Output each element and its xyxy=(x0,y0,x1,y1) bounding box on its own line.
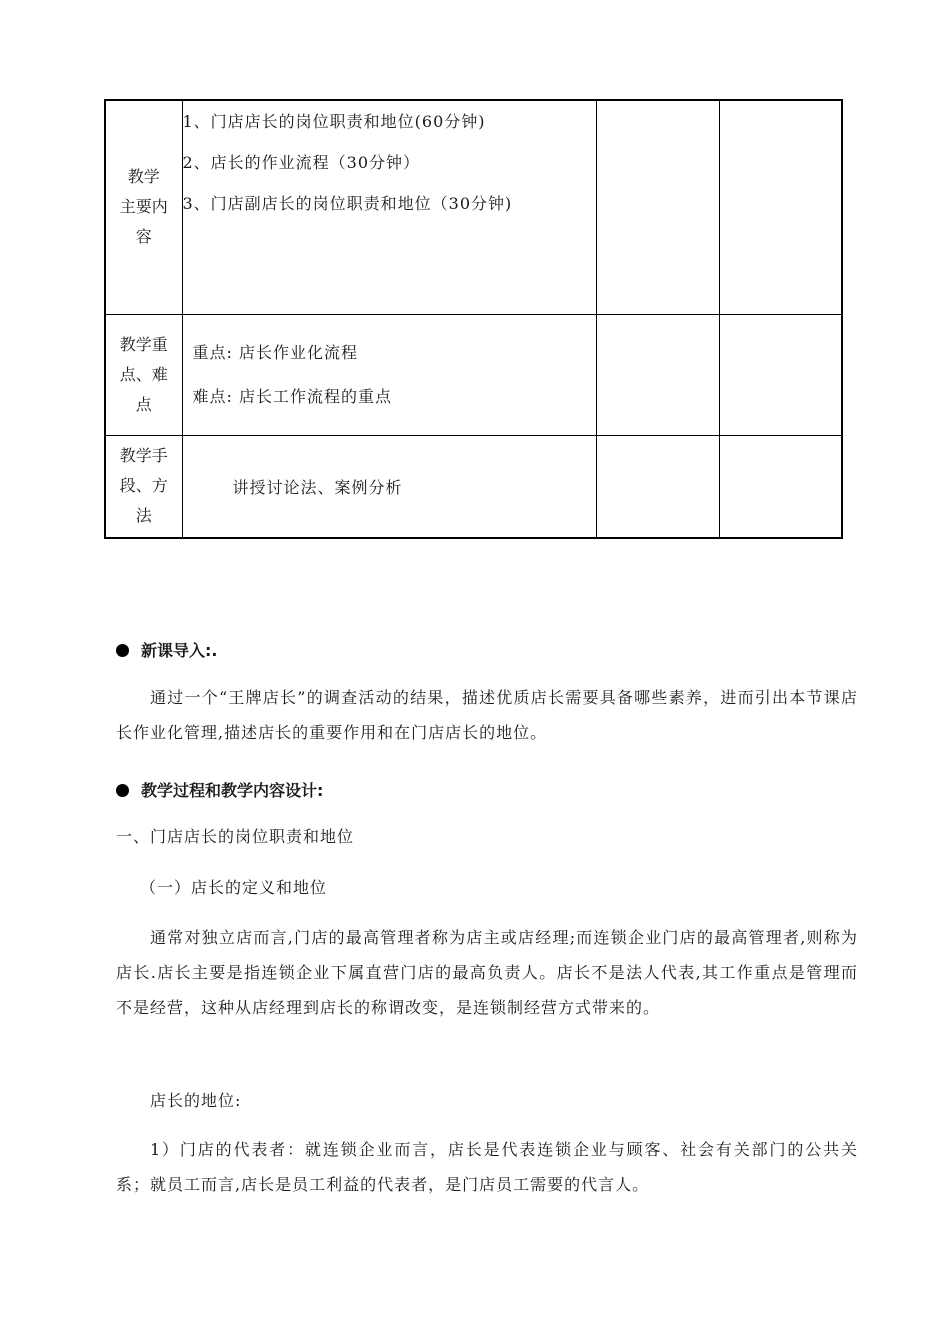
definition-paragraph: 通常对独立店而言,门店的最高管理者称为店主或店经理;而连锁企业门店的最高管理者,则称为店长.店长主要是指连锁企业下属直营门店的最高负责人。店长不是法人代表,其工作重点是管理而不是经营，这种从店经理到店长的称谓改变，是连锁制经营方式带来的。 xyxy=(116,928,858,1017)
row-label-key-points xyxy=(105,314,182,435)
point-paragraph: 1）门店的代表者：就连锁企业而言，店长是代表连锁企业与顾客、社会有关部门的公共关系；就员工而言,店长是员工利益的代表者，是门店员工需要的代言人。 xyxy=(116,1140,858,1194)
main-content-cell xyxy=(182,100,596,314)
row-label-main-content xyxy=(105,100,182,314)
empty-cell xyxy=(596,100,719,314)
empty-cell xyxy=(596,314,719,435)
heading-text: 教学过程和教学内容设计: xyxy=(141,781,324,800)
key-points-cell xyxy=(182,314,596,435)
label-line: 法 xyxy=(135,506,152,526)
table-row-main-content xyxy=(105,100,842,314)
label-line: 教学重 xyxy=(119,334,168,354)
content-item: 1、门店店长的岗位职责和地位(60分钟) xyxy=(182,112,486,131)
methods-cell xyxy=(182,435,596,538)
table-row-methods xyxy=(105,435,842,538)
difficult-point-item: 难点: 店长工作流程的重点 xyxy=(192,386,392,406)
key-point-item: 重点: 店长作业化流程 xyxy=(192,342,358,362)
content-item: 3、门店副店长的岗位职责和地位（30分钟) xyxy=(182,194,513,213)
row-label-methods xyxy=(105,435,182,538)
label-line: 教学手 xyxy=(119,446,168,466)
part-title: 一、门店店长的岗位职责和地位 xyxy=(116,827,355,846)
label-line: 点 xyxy=(135,394,152,414)
bullet-icon xyxy=(116,644,129,657)
label-line: 容 xyxy=(135,227,152,247)
content-item: 2、店长的作业流程（30分钟） xyxy=(182,153,421,172)
label-line: 段、方 xyxy=(119,476,168,496)
section-heading-intro xyxy=(116,638,217,661)
label-line: 主要内 xyxy=(119,197,168,217)
section-heading-process xyxy=(116,778,323,801)
intro-paragraph: 通过一个“王牌店长”的调查活动的结果，描述优质店长需要具备哪些素养，进而引出本节课店长作业化管理,描述店长的重要作用和在门店店长的地位。 xyxy=(116,688,858,742)
status-label: 店长的地位: xyxy=(150,1091,242,1110)
empty-cell xyxy=(719,314,842,435)
label-line: 点、难 xyxy=(119,364,168,384)
heading-text: 新课导入:. xyxy=(141,641,218,660)
label-line: 教学 xyxy=(127,167,160,187)
empty-cell xyxy=(719,100,842,314)
methods-text: 讲授讨论法、案例分析 xyxy=(232,477,403,497)
bullet-icon xyxy=(116,784,129,797)
empty-cell xyxy=(719,435,842,538)
empty-cell xyxy=(596,435,719,538)
subsection-title: （一）店长的定义和地位 xyxy=(140,878,328,897)
table-row-key-points xyxy=(105,314,842,435)
lesson-plan-table xyxy=(104,99,843,539)
